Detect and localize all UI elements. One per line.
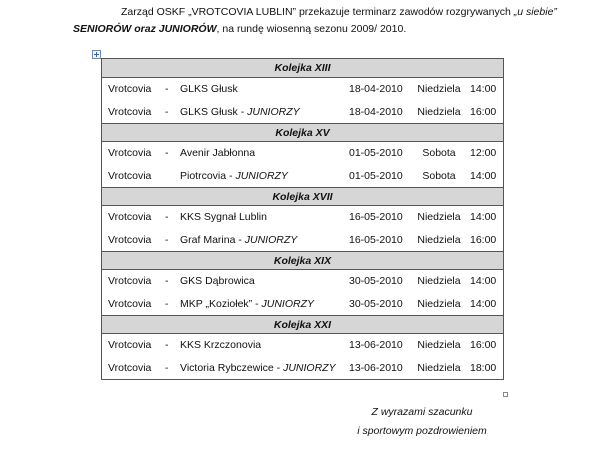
match-time: 14:00 — [470, 169, 497, 182]
match-row — [102, 142, 503, 165]
host-team: Vrotcovia — [108, 233, 152, 246]
match-day: Niedziela — [417, 105, 461, 118]
host-team: Vrotcovia — [108, 211, 152, 223]
match-day: Niedziela — [417, 83, 461, 95]
match-date: 13-06-2010 — [349, 339, 403, 351]
separator: - — [165, 339, 169, 351]
round-header: Kolejka XV — [102, 123, 503, 142]
separator: - — [165, 83, 169, 95]
match-row — [102, 334, 503, 357]
guest-team — [180, 206, 267, 228]
match-date: 18-04-2010 — [349, 83, 403, 95]
separator: - — [165, 297, 169, 310]
guest-name: MKP „Koziołek” - — [180, 297, 262, 310]
match-date: 13-06-2010 — [349, 361, 403, 374]
closing-line-2: i sportowym pozdrowieniem — [357, 425, 487, 437]
match-time: 14:00 — [470, 297, 497, 310]
guest-name: Graf Marina - — [180, 233, 245, 246]
intro-season-text: , na rundę wiosenną sezonu 2009/ 2010. — [216, 23, 407, 35]
match-day: Niedziela — [417, 275, 461, 287]
intro-teams-bold: SENIORÓW oraz JUNIORÓW — [73, 23, 217, 35]
match-row — [102, 270, 503, 293]
match-day: Niedziela — [417, 233, 461, 246]
separator: - — [165, 211, 169, 223]
guest-name: KKS Sygnał Lublin — [180, 211, 267, 223]
separator: - — [165, 233, 169, 246]
match-date: 01-05-2010 — [349, 147, 403, 159]
guest-name: GLKS Głusk - — [180, 105, 248, 118]
match-time: 16:00 — [470, 233, 497, 246]
match-time: 16:00 — [470, 339, 497, 351]
match-time: 12:00 — [470, 147, 497, 159]
match-day: Sobota — [422, 169, 456, 182]
junior-label: JUNIORZY — [247, 105, 300, 118]
match-time: 16:00 — [470, 105, 497, 118]
resize-handle-icon[interactable] — [503, 392, 508, 397]
match-date: 16-05-2010 — [349, 211, 403, 223]
host-team: Vrotcovia — [108, 275, 152, 287]
host-team: Vrotcovia — [108, 169, 152, 182]
match-day: Niedziela — [417, 361, 461, 374]
junior-label: JUNIORZY — [261, 297, 314, 310]
round-header: Kolejka XXI — [102, 315, 503, 334]
match-day: Niedziela — [417, 297, 461, 310]
round-header: Kolejka XVII — [102, 187, 503, 206]
guest-team — [180, 293, 314, 315]
host-team: Vrotcovia — [108, 147, 152, 159]
schedule-table — [101, 58, 504, 380]
move-handle-icon[interactable] — [92, 50, 101, 59]
guest-team — [180, 229, 297, 251]
match-date: 01-05-2010 — [349, 169, 403, 182]
guest-team — [180, 165, 288, 187]
match-row — [102, 101, 503, 124]
match-time: 14:00 — [470, 211, 497, 223]
closing-signature — [352, 403, 492, 441]
guest-team — [180, 142, 255, 164]
guest-name: GLKS Głusk — [180, 83, 238, 95]
host-team: Vrotcovia — [108, 361, 152, 374]
guest-team — [180, 78, 238, 100]
closing-line-1: Z wyrazami szacunku — [371, 406, 473, 418]
separator: - — [165, 275, 169, 287]
match-row — [102, 206, 503, 229]
host-team: Vrotcovia — [108, 297, 152, 310]
separator: - — [165, 147, 169, 159]
junior-label: JUNIORZY — [235, 169, 288, 182]
host-team: Vrotcovia — [108, 105, 152, 118]
host-team: Vrotcovia — [108, 83, 152, 95]
guest-name: GKS Dąbrowica — [180, 275, 255, 287]
match-row — [102, 293, 503, 316]
match-time: 14:00 — [470, 275, 497, 287]
round-header: Kolejka XIX — [102, 251, 503, 270]
intro-line-2 — [73, 21, 593, 38]
match-date: 30-05-2010 — [349, 297, 403, 310]
match-row — [102, 165, 503, 188]
match-time: 14:00 — [470, 83, 497, 95]
intro-paragraph — [73, 4, 593, 38]
guest-team — [180, 101, 300, 123]
host-team: Vrotcovia — [108, 339, 152, 351]
match-date: 18-04-2010 — [349, 105, 403, 118]
guest-name: Avenir Jabłonna — [180, 147, 256, 159]
guest-name: Piotrcovia - — [180, 169, 236, 182]
intro-home-phrase: „u siebie” — [513, 6, 557, 18]
match-day: Sobota — [422, 147, 456, 159]
intro-line-1 — [73, 4, 593, 21]
junior-label: JUNIORZY — [244, 233, 298, 246]
guest-team — [180, 334, 261, 356]
guest-team — [180, 270, 255, 292]
guest-name: KKS Krzczonovia — [180, 339, 262, 351]
intro-text: Zarząd OSKF „VROTCOVIA LUBLIN” przekazuje terminarz zawodów rozgrywanych — [121, 6, 514, 18]
match-row — [102, 78, 503, 101]
match-day: Niedziela — [417, 211, 461, 223]
junior-label: JUNIORZY — [283, 361, 336, 374]
match-row — [102, 229, 503, 252]
guest-name: Victoria Rybczewice - — [180, 361, 284, 374]
match-date: 30-05-2010 — [349, 275, 403, 287]
match-time: 18:00 — [470, 361, 497, 374]
guest-team — [180, 357, 336, 379]
match-row — [102, 357, 503, 380]
match-day: Niedziela — [417, 339, 461, 351]
separator: - — [165, 361, 169, 374]
round-header: Kolejka XIII — [102, 59, 503, 78]
match-date: 16-05-2010 — [349, 233, 403, 246]
separator: - — [165, 105, 169, 118]
